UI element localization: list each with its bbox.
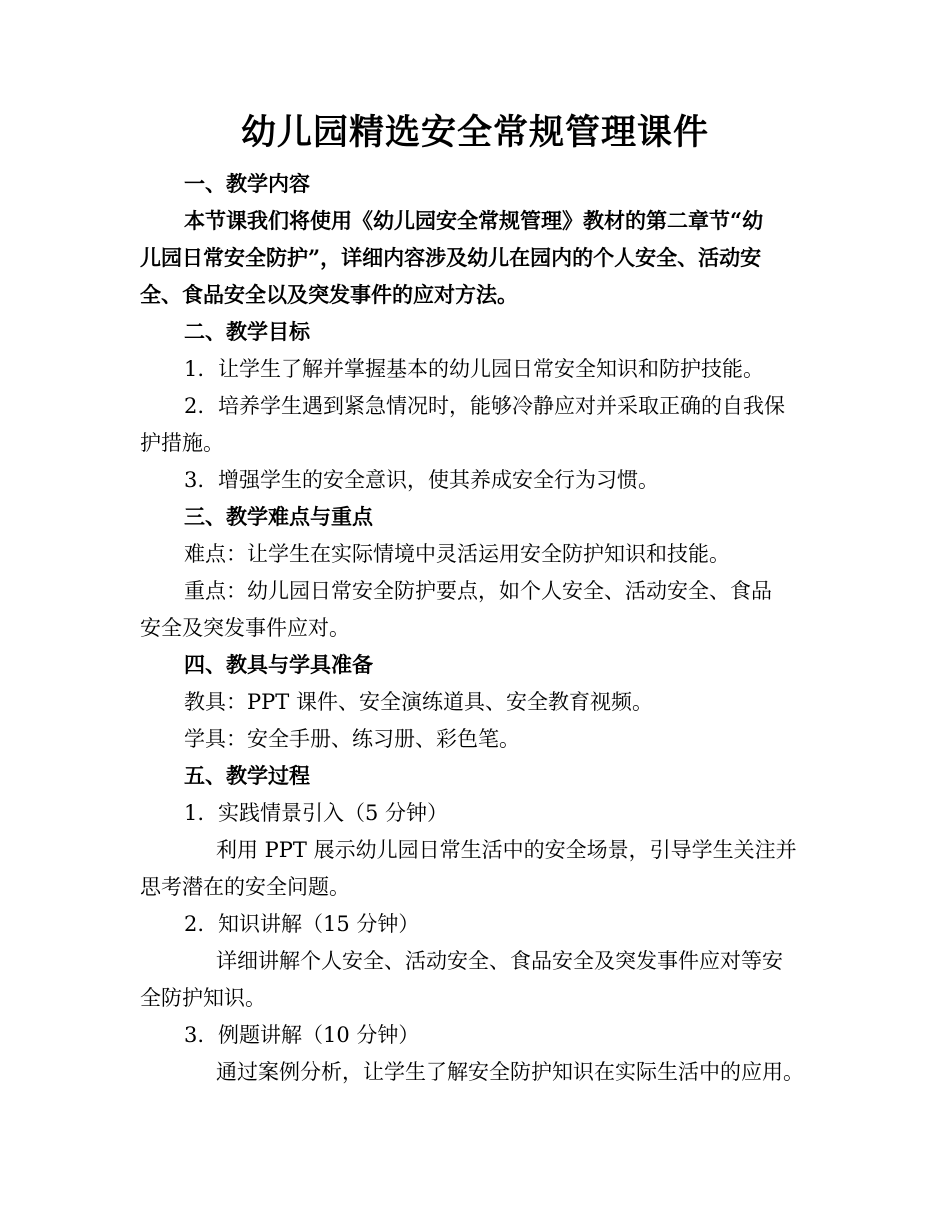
process-step-title: [184, 1017, 419, 1053]
difficulty-text: 难点：让学生在实际情境中灵活运用安全防护知识和技能。: [184, 542, 730, 566]
section-heading-materials: 四、教具与学具准备: [184, 652, 373, 677]
process-step-text-continuation: 思考潜在的安全问题。: [140, 875, 350, 899]
process-step-text-continuation: 全防护知识。: [140, 986, 266, 1010]
list-number: 2.: [184, 394, 205, 418]
list-number: 3.: [184, 1023, 205, 1047]
step-title-text: 知识讲解（15 分钟）: [218, 912, 420, 936]
content-paragraph-line: 本节课我们将使用《幼儿园安全常规管理》教材的第二章节“幼: [184, 208, 764, 233]
content-paragraph-line: 全、食品安全以及突发事件的应对方法。: [140, 282, 518, 307]
section-heading-difficulty: 三、教学难点与重点: [184, 504, 373, 529]
process-step-text: 利用 PPT 展示幼儿园日常生活中的安全场景，引导学生关注并: [216, 838, 797, 862]
teacher-materials: 教具：PPT 课件、安全演练道具、安全教育视频。: [184, 690, 653, 714]
goal-text: 培养学生遇到紧急情况时，能够冷静应对并采取正确的自我保: [218, 394, 785, 418]
key-point-text: 重点：幼儿园日常安全防护要点，如个人安全、活动安全、食品: [184, 579, 772, 603]
list-number: 1.: [184, 801, 205, 825]
process-step-text: 通过案例分析，让学生了解安全防护知识在实际生活中的应用。: [216, 1060, 804, 1084]
goal-text: 让学生了解并掌握基本的幼儿园日常安全知识和防护技能。: [218, 357, 764, 381]
content-paragraph-line: 儿园日常安全防护”，详细内容涉及幼儿在园内的个人安全、活动安: [140, 245, 762, 270]
goal-item: [184, 462, 659, 498]
process-step-title: [184, 795, 448, 831]
key-point-text-continuation: 安全及突发事件应对。: [140, 616, 350, 640]
goal-text-continuation: 护措施。: [140, 431, 224, 455]
section-heading-goals: 二、教学目标: [184, 319, 310, 344]
list-number: 3.: [184, 468, 205, 492]
process-step-title: [184, 906, 419, 942]
student-materials: 学具：安全手册、练习册、彩色笔。: [184, 727, 520, 751]
document-title: 幼儿园精选安全常规管理课件: [240, 112, 709, 153]
goal-item: [184, 351, 764, 387]
list-number: 2.: [184, 912, 205, 936]
step-title-text: 实践情景引入（5 分钟）: [218, 801, 449, 825]
goal-item: [184, 388, 785, 424]
section-heading-content: 一、教学内容: [184, 171, 310, 196]
step-title-text: 例题讲解（10 分钟）: [218, 1023, 420, 1047]
list-number: 1.: [184, 357, 205, 381]
process-step-text: 详细讲解个人安全、活动安全、食品安全及突发事件应对等安: [216, 949, 783, 973]
section-heading-process: 五、教学过程: [184, 763, 310, 788]
goal-text: 增强学生的安全意识，使其养成安全行为习惯。: [218, 468, 659, 492]
